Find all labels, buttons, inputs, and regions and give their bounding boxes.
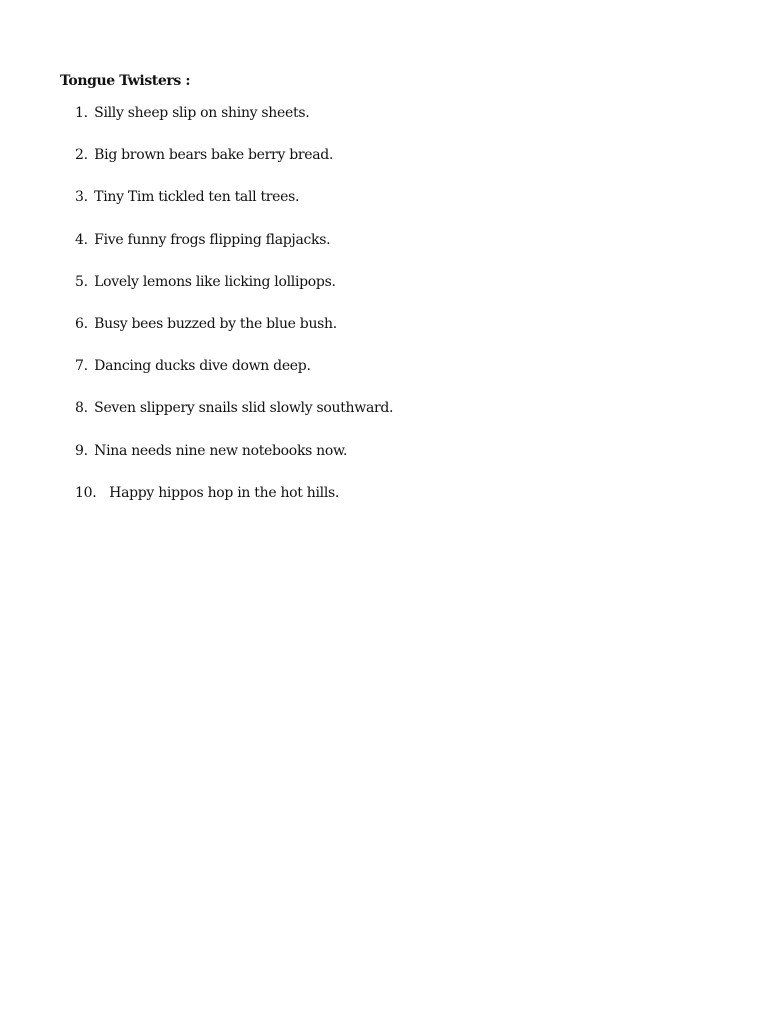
list-item	[75, 398, 393, 440]
item-text: Nina needs nine new notebooks now.	[94, 442, 348, 459]
item-text: Silly sheep slip on shiny sheets.	[94, 105, 310, 121]
item-number: 3.	[75, 189, 88, 206]
list-item	[75, 187, 393, 229]
list-item	[75, 356, 393, 398]
list-item	[75, 230, 393, 272]
item-number: 6.	[75, 315, 88, 332]
document-title: Tongue Twisters :	[60, 73, 191, 89]
list-item	[75, 103, 393, 145]
item-text: Happy hippos hop in the hot hills.	[109, 484, 340, 501]
item-number: 8.	[75, 400, 88, 417]
item-text: Tiny Tim tickled ten tall trees.	[94, 189, 300, 206]
item-text: Dancing ducks dive down deep.	[94, 358, 311, 375]
list-item	[75, 145, 393, 187]
item-text: Five funny frogs flipping flapjacks.	[94, 231, 331, 248]
item-number: 2.	[75, 147, 88, 164]
list-item	[75, 483, 393, 525]
item-number: 10.	[75, 484, 97, 501]
item-text: Big brown bears bake berry bread.	[94, 147, 334, 164]
item-text: Busy bees buzzed by the blue bush.	[94, 315, 337, 332]
item-number: 7.	[75, 358, 88, 375]
item-number: 9.	[75, 442, 88, 459]
item-text: Lovely lemons like licking lollipops.	[94, 273, 336, 290]
list-item	[75, 441, 393, 483]
list-item	[75, 314, 393, 356]
item-number: 4.	[75, 231, 88, 248]
item-text: Seven slippery snails slid slowly southward.	[94, 400, 394, 417]
item-number: 1.	[75, 105, 88, 121]
list-item	[75, 272, 393, 314]
item-number: 5.	[75, 273, 88, 290]
tongue-twister-list	[75, 103, 393, 525]
